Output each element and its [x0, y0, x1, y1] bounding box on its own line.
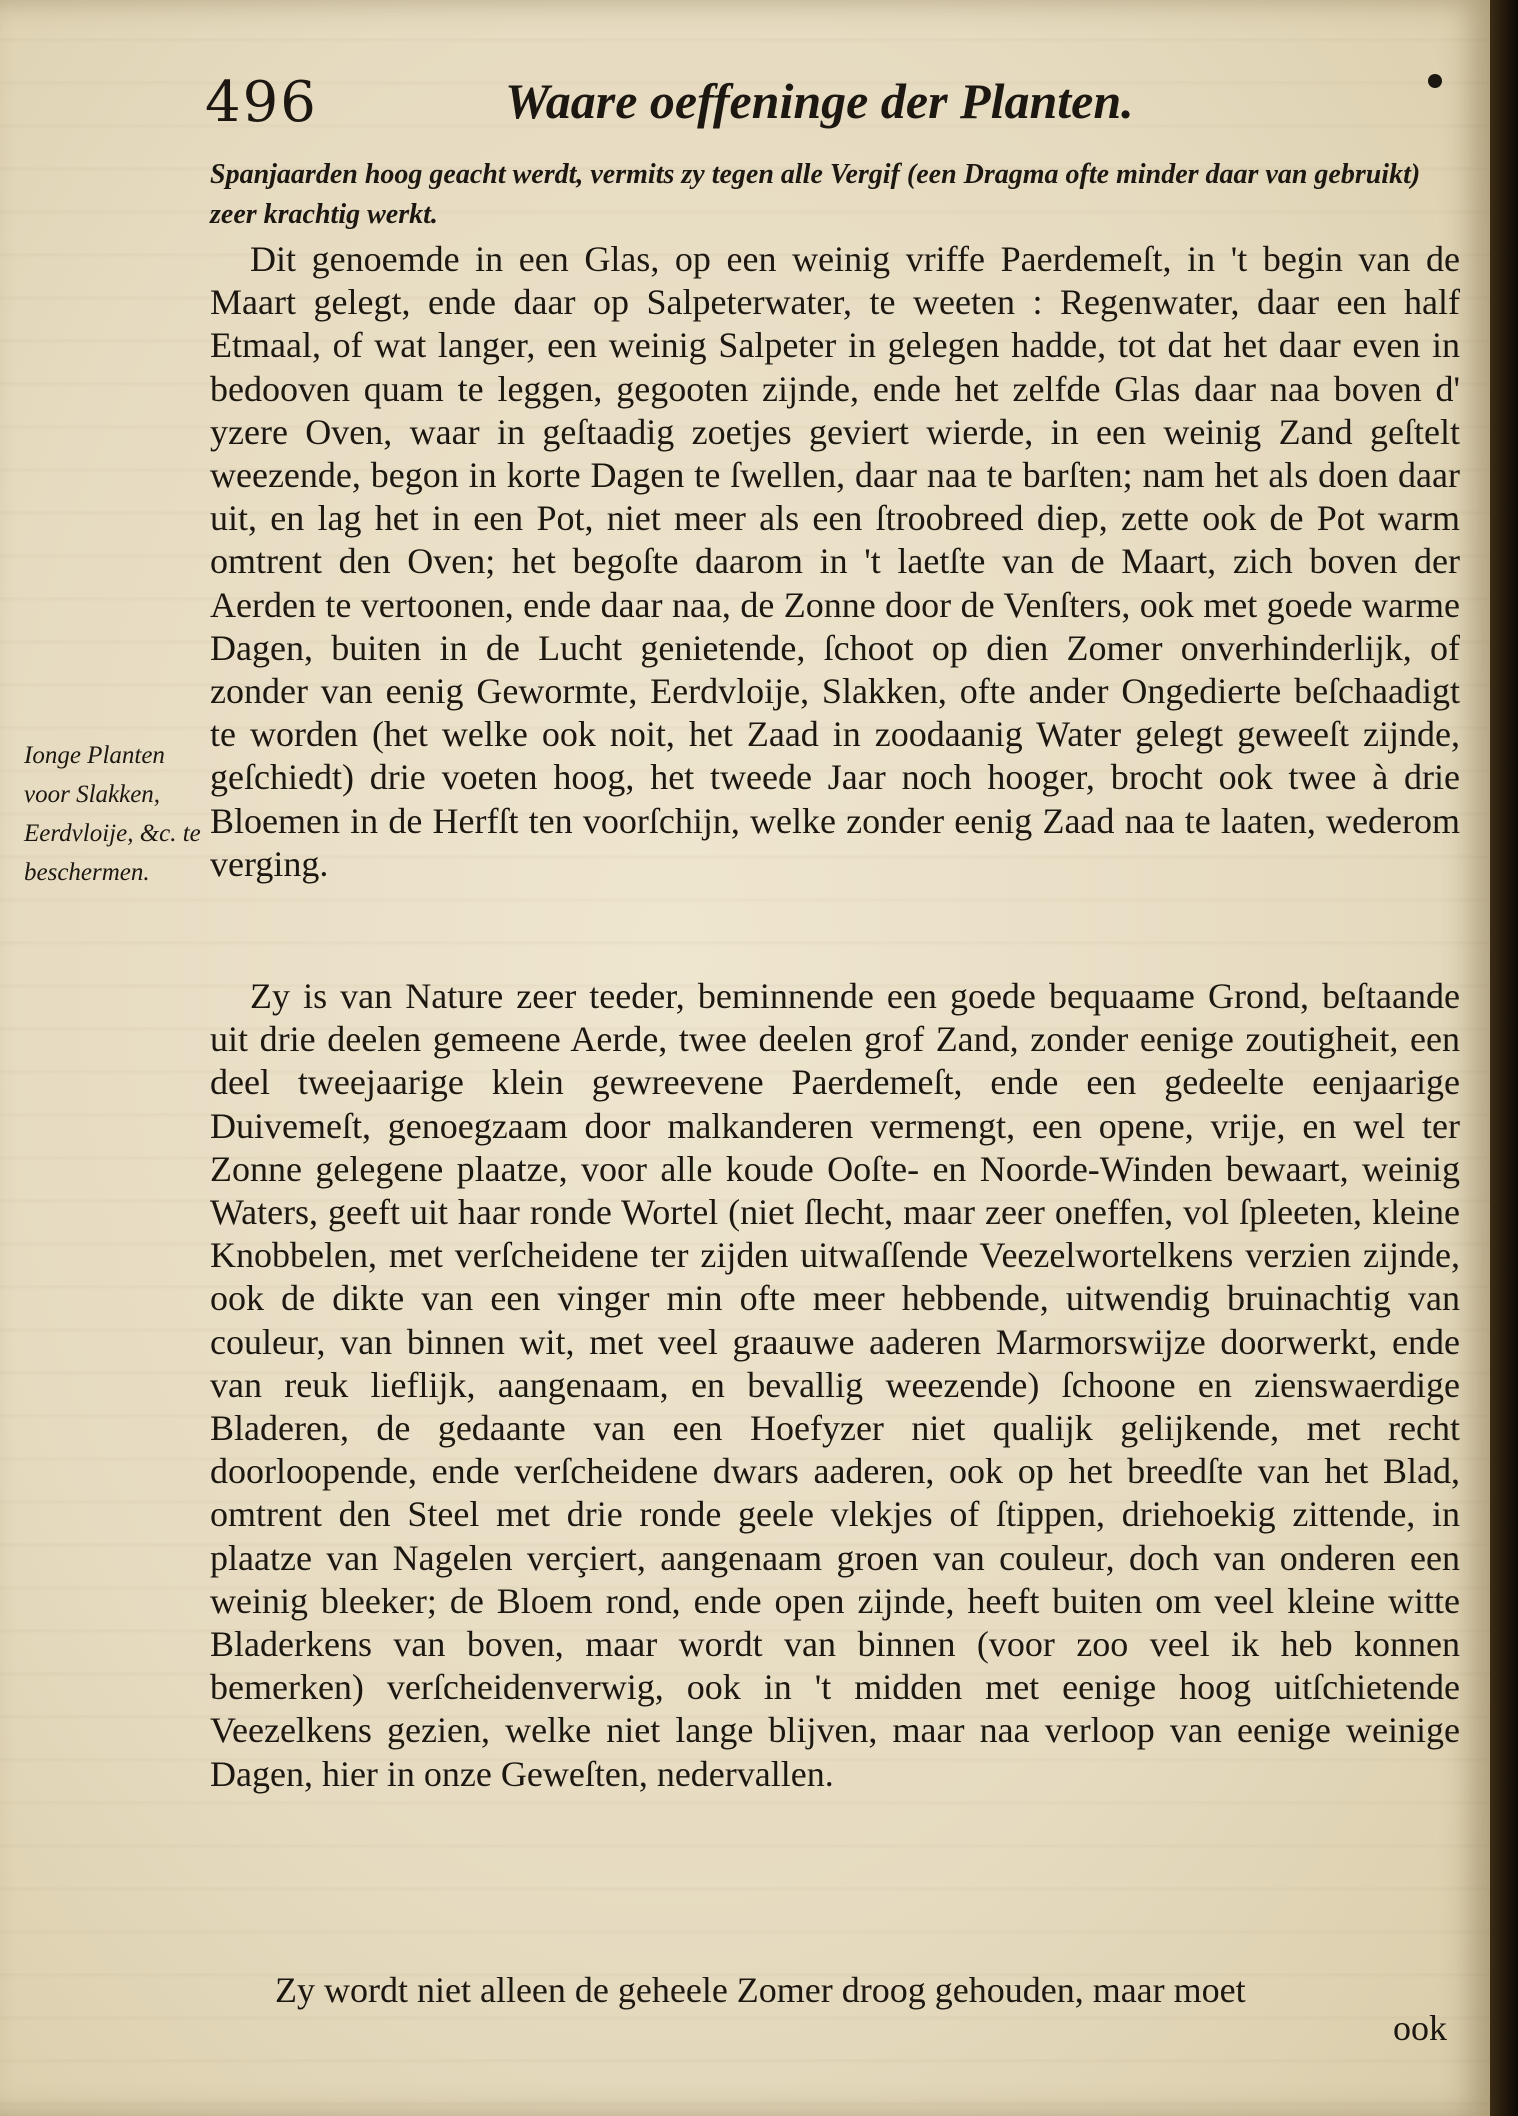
marginal-note: Ionge Planten voor Slakken, Eerdvloije, &c. te beschermen.: [24, 742, 201, 886]
paragraph-1: Dit genoemde in een Glas, op een weinig vriffe Paerdemeſt, in 't begin van de Maart gelegt, ende daar op Salpeterwater, te weeten : Regenwater, daar een half Etmaal, of wat langer, een weinig Salpeter in gelegen hadde, tot dat het daar even in bedooven quam te leggen, gegooten zijnde, ende het zelfde Glas daar naa boven d' yzere Oven, waar in geſtaadig zoetjes geviert wierde, in een weinig Zand geſtelt weezende, begon in korte Dagen te ſwellen, daar naa te barſten; nam het als doen daar uit, en lag het in een Pot, niet meer als een ſtroobreed diep, zette ook de Pot warm omtrent den Oven; het begoſte daarom in 't laetſte van de Maart, zich boven der Aerden te vertoonen, ende daar naa, de Zonne door de Venſters, ook met goede warme Dagen, buiten in de Lucht genietende, ſchoot op dien Zomer onverhinderlijk, of zonder van eenig Gewormte, Eerdvloije, Slakken, ofte ander Ongedierte beſchaadigt te worden (het welke ook noit, het Zaad in zoodaanig Water gelegt geweeſt zijnde, geſchiedt) drie voeten hoog, het tweede Jaar noch hooger, brocht ook twee à drie Bloemen in de Herfſt ten voorſchijn, welke zonder eenig Zaad naa te laaten, wederom verging.: [210, 239, 1460, 884]
running-title: Waare oeffeninge der Planten.: [505, 73, 1134, 129]
book-edge: [1490, 0, 1518, 2116]
paragraph-2: Zy is van Nature zeer teeder, beminnende een goede bequaame Grond, beſtaande uit drie deelen gemeene Aerde, twee deelen grof Zand, zonder eenige zoutigheit, een deel tweejaarige klein gewreevene Paerdemeſt, ende een gedeelte eenjaarige Duivemeſt, genoegzaam door malkanderen vermengt, een opene, vrije, en wel ter Zonne gelegene plaatze, voor alle koude Ooſte- en Noorde-Winden bewaart, weinig Waters, geeft uit haar ronde Wortel (niet ſlecht, maar zeer oneffen, vol ſpleeten, kleine Knobbelen, met verſcheidene ter zijden uitwaſſende Veezelwortelkens verzien zijnde, ook de dikte van een vinger min ofte meer hebbende, uitwendig bruinachtig van couleur, van binnen wit, met veel graauwe aaderen Marmorswijze doorwerkt, ende van reuk lieflijk, aangenaam, en bevallig weezende) ſchoone en zienswaerdige Bladeren, de gedaante van een Hoefyzer niet qualijk gelijkende, met recht doorloopende, ende verſcheidene dwars aaderen, ook op het breedſte van het Blad, omtrent den Steel met drie ronde geele vlekjes of ſtippen, driehoekig zittende, in plaatze van Nagelen verçiert, aangenaam groen van couleur, doch van onderen een weinig bleeker; de Bloem rond, ende open zijnde, heeft buiten om veel kleine witte Bladerkens van boven, maar wordt van binnen (voor zoo veel ik heb konnen bemerken) verſcheidenverwig, ook in 't midden met eenige hoog uitſchietende Veezelkens gezien, welke niet lange blijven, maar naa verloop van eenige weinige Dagen, hier in onze Geweſten, nedervallen.: [210, 976, 1460, 1794]
intro-lines: Spanjaarden hoog geacht werdt, vermits zy tegen alle Vergif (een Dragma ofte minder daar van gebruikt) zeer krachtig werkt.: [210, 159, 1421, 230]
page-number: 496: [205, 70, 318, 135]
catchword: ook: [1393, 2008, 1447, 2048]
paragraph-3: Zy wordt niet alleen de geheele Zomer droog gehouden, maar moet: [275, 1970, 1246, 2010]
printers-ornament: [1428, 74, 1442, 88]
